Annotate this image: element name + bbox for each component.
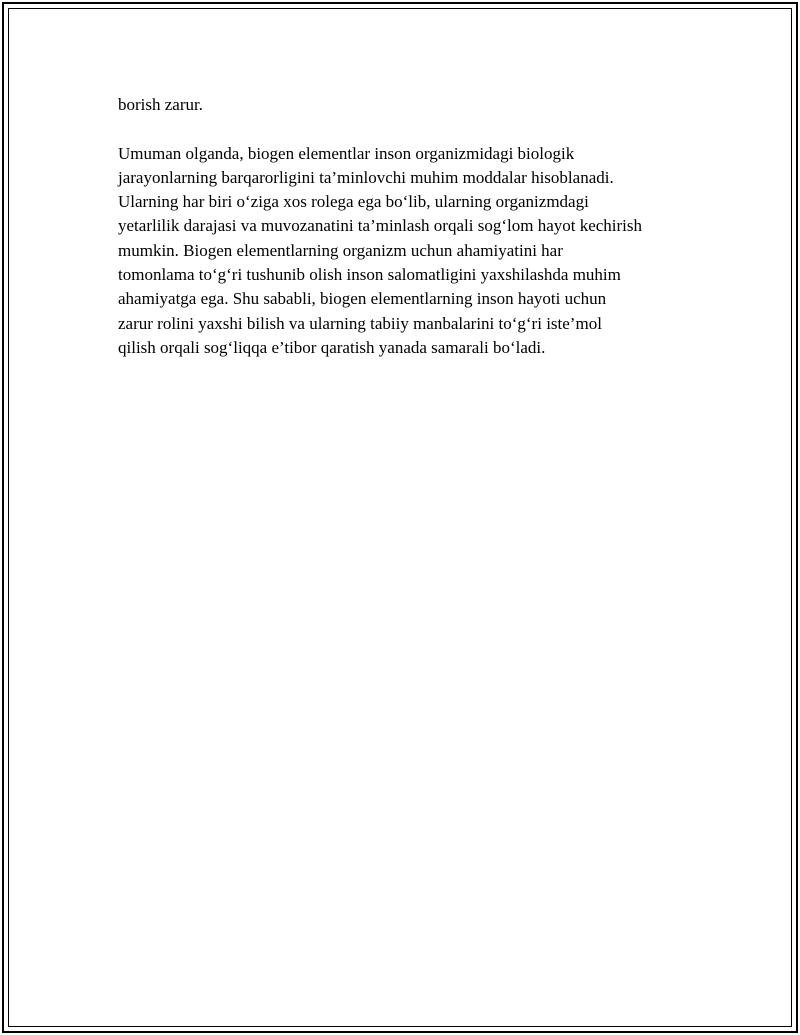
paragraph-gap [118, 117, 698, 141]
text-line: zarur rolini yaxshi bilish va ularning tabiiy manbalarini to‘g‘ri iste’mol [118, 313, 602, 333]
conclusion-paragraph [118, 142, 698, 361]
text-line: Ularning har biri o‘ziga xos rolega ega bo‘lib, ularning organizmdagi [118, 192, 589, 212]
text-line: jarayonlarning barqarorligini ta’minlovchi muhim moddalar hisoblanadi. [118, 167, 614, 187]
text-line: mumkin. Biogen elementlarning organizm uchun ahamiyatini har [118, 240, 563, 260]
text-line: qilish orqali sog‘liqqa e’tibor qaratish yanada samarali bo‘ladi. [118, 337, 546, 357]
text-line: Umuman olganda, biogen elementlar inson organizmidagi biologik [118, 143, 575, 163]
text-line: ahamiyatga ega. Shu sababli, biogen elementlarning inson hayoti uchun [118, 289, 607, 309]
text-line: borish zarur. [118, 95, 203, 114]
text-line: tomonlama to‘g‘ri tushunib olish inson salomatligini yaxshilashda muhim [118, 265, 621, 285]
document-body [118, 93, 698, 360]
continuation-line [118, 93, 698, 117]
text-line: yetarlilik darajasi va muvozanatini ta’minlash orqali sog‘lom hayot kechirish [118, 216, 643, 236]
